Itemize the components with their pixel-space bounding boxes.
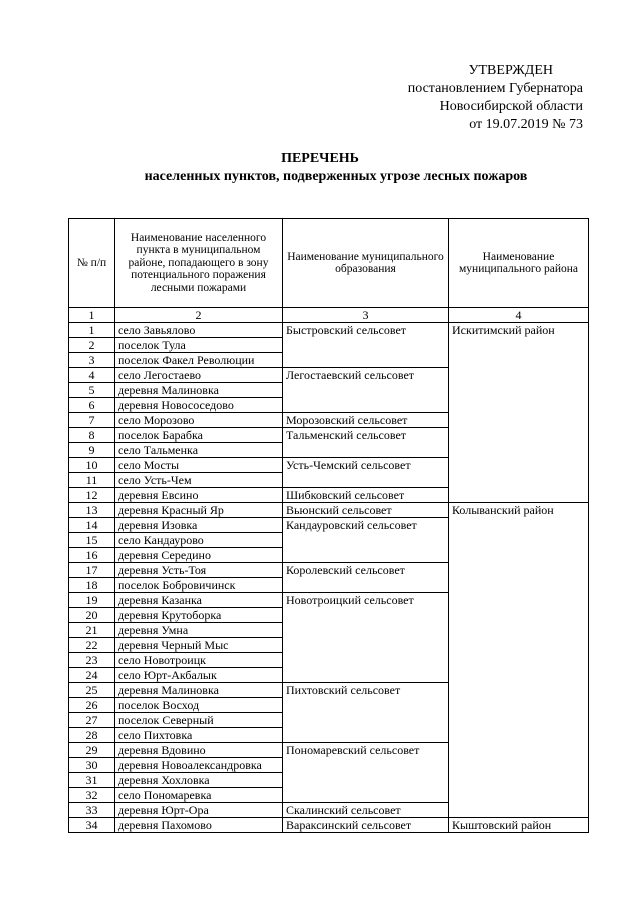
- row-number: 13: [69, 503, 115, 518]
- settlement-name: поселок Тула: [115, 338, 283, 353]
- row-number: 14: [69, 518, 115, 533]
- row-number: 11: [69, 473, 115, 488]
- row-number: 24: [69, 668, 115, 683]
- table-row: [69, 323, 589, 338]
- row-number: 29: [69, 743, 115, 758]
- row-number: 16: [69, 548, 115, 563]
- municipality-name: Морозовский сельсовет: [283, 413, 449, 428]
- row-number: 28: [69, 728, 115, 743]
- row-number: 21: [69, 623, 115, 638]
- settlement-name: село Тальменка: [115, 443, 283, 458]
- row-number: 23: [69, 653, 115, 668]
- settlement-name: село Усть-Чем: [115, 473, 283, 488]
- settlement-name: деревня Середино: [115, 548, 283, 563]
- row-number: 2: [69, 338, 115, 353]
- row-number: 27: [69, 713, 115, 728]
- settlement-name: село Завьялово: [115, 323, 283, 338]
- row-number: 32: [69, 788, 115, 803]
- municipality-name: Быстровский сельсовет: [283, 323, 449, 368]
- settlement-name: деревня Новососедово: [115, 398, 283, 413]
- settlement-name: поселок Северный: [115, 713, 283, 728]
- settlement-name: деревня Умна: [115, 623, 283, 638]
- district-name: Искитимский район: [449, 323, 589, 503]
- row-number: 5: [69, 383, 115, 398]
- settlement-name: село Новотроицк: [115, 653, 283, 668]
- settlement-name: село Легостаево: [115, 368, 283, 383]
- municipality-name: Тальменский сельсовет: [283, 428, 449, 458]
- settlement-name: деревня Малиновка: [115, 383, 283, 398]
- table-row: [69, 818, 589, 833]
- settlement-name: деревня Усть-Тоя: [115, 563, 283, 578]
- row-number: 1: [69, 323, 115, 338]
- document-title-subtitle: населенных пунктов, подверженных угрозе лесных пожаров: [144, 169, 528, 184]
- municipality-name: Легостаевский сельсовет: [283, 368, 449, 413]
- municipality-name: Кандауровский сельсовет: [283, 518, 449, 563]
- header-district: Наименование муниципального района: [449, 219, 589, 308]
- row-number: 7: [69, 413, 115, 428]
- document-title-main: ПЕРЕЧЕНЬ: [281, 151, 359, 166]
- row-number: 12: [69, 488, 115, 503]
- row-number: 3: [69, 353, 115, 368]
- settlement-name: село Кандаурово: [115, 533, 283, 548]
- row-number: 9: [69, 443, 115, 458]
- row-number: 4: [69, 368, 115, 383]
- row-number: 10: [69, 458, 115, 473]
- settlement-name: поселок Факел Революции: [115, 353, 283, 368]
- settlement-name: деревня Хохловка: [115, 773, 283, 788]
- approval-title: УТВЕРЖДЕН: [468, 63, 553, 78]
- municipality-name: Вараксинский сельсовет: [283, 818, 449, 833]
- municipality-name: Усть-Чемский сельсовет: [283, 458, 449, 488]
- settlement-name: деревня Малиновка: [115, 683, 283, 698]
- row-number: 30: [69, 758, 115, 773]
- municipality-name: Пихтовский сельсовет: [283, 683, 449, 743]
- row-number: 25: [69, 683, 115, 698]
- settlement-name: поселок Бобровичинск: [115, 578, 283, 593]
- column-index-row: [69, 308, 589, 323]
- approval-line-date: от 19.07.2019 № 73: [469, 117, 583, 132]
- settlement-name: деревня Евсино: [115, 488, 283, 503]
- column-index: 3: [283, 308, 449, 323]
- table-header-row: [69, 219, 589, 308]
- approval-line-governor: постановлением Губернатора: [407, 81, 583, 96]
- column-index: 1: [69, 308, 115, 323]
- district-name: Колыванский район: [449, 503, 589, 818]
- table-body: [69, 323, 589, 833]
- district-name: Кыштовский район: [449, 818, 589, 833]
- settlement-name: деревня Красный Яр: [115, 503, 283, 518]
- row-number: 17: [69, 563, 115, 578]
- settlement-name: село Морозово: [115, 413, 283, 428]
- row-number: 20: [69, 608, 115, 623]
- municipality-name: Пономаревский сельсовет: [283, 743, 449, 803]
- row-number: 26: [69, 698, 115, 713]
- row-number: 19: [69, 593, 115, 608]
- settlement-name: деревня Казанка: [115, 593, 283, 608]
- settlement-name: поселок Восход: [115, 698, 283, 713]
- table-row: [69, 503, 589, 518]
- approval-line-region: Новосибирской области: [439, 99, 583, 114]
- column-index: 2: [115, 308, 283, 323]
- row-number: 31: [69, 773, 115, 788]
- municipality-name: Вьюнский сельсовет: [283, 503, 449, 518]
- settlement-name: деревня Вдовино: [115, 743, 283, 758]
- approval-block: [408, 62, 583, 134]
- row-number: 15: [69, 533, 115, 548]
- municipality-name: Новотроицкий сельсовет: [283, 593, 449, 683]
- document-title: [0, 150, 640, 186]
- settlements-table: [68, 218, 589, 833]
- header-number: № п/п: [69, 219, 115, 308]
- header-settlement: Наименование населенного пункта в муниципальном районе, попадающего в зону потенциального поражения лесными пожарами: [115, 219, 283, 308]
- column-index: 4: [449, 308, 589, 323]
- row-number: 34: [69, 818, 115, 833]
- row-number: 33: [69, 803, 115, 818]
- settlement-name: село Юрт-Акбалык: [115, 668, 283, 683]
- settlement-name: село Пихтовка: [115, 728, 283, 743]
- settlement-name: поселок Барабка: [115, 428, 283, 443]
- row-number: 22: [69, 638, 115, 653]
- settlement-name: деревня Крутоборка: [115, 608, 283, 623]
- settlement-name: деревня Пахомово: [115, 818, 283, 833]
- municipality-name: Шибковский сельсовет: [283, 488, 449, 503]
- municipality-name: Королевский сельсовет: [283, 563, 449, 593]
- municipality-name: Скалинский сельсовет: [283, 803, 449, 818]
- settlement-name: село Мосты: [115, 458, 283, 473]
- settlement-name: деревня Новоалександровка: [115, 758, 283, 773]
- settlement-name: село Пономаревка: [115, 788, 283, 803]
- row-number: 8: [69, 428, 115, 443]
- settlement-name: деревня Черный Мыс: [115, 638, 283, 653]
- row-number: 18: [69, 578, 115, 593]
- header-municipality: Наименование муниципального образования: [283, 219, 449, 308]
- settlement-name: деревня Изовка: [115, 518, 283, 533]
- row-number: 6: [69, 398, 115, 413]
- settlement-name: деревня Юрт-Ора: [115, 803, 283, 818]
